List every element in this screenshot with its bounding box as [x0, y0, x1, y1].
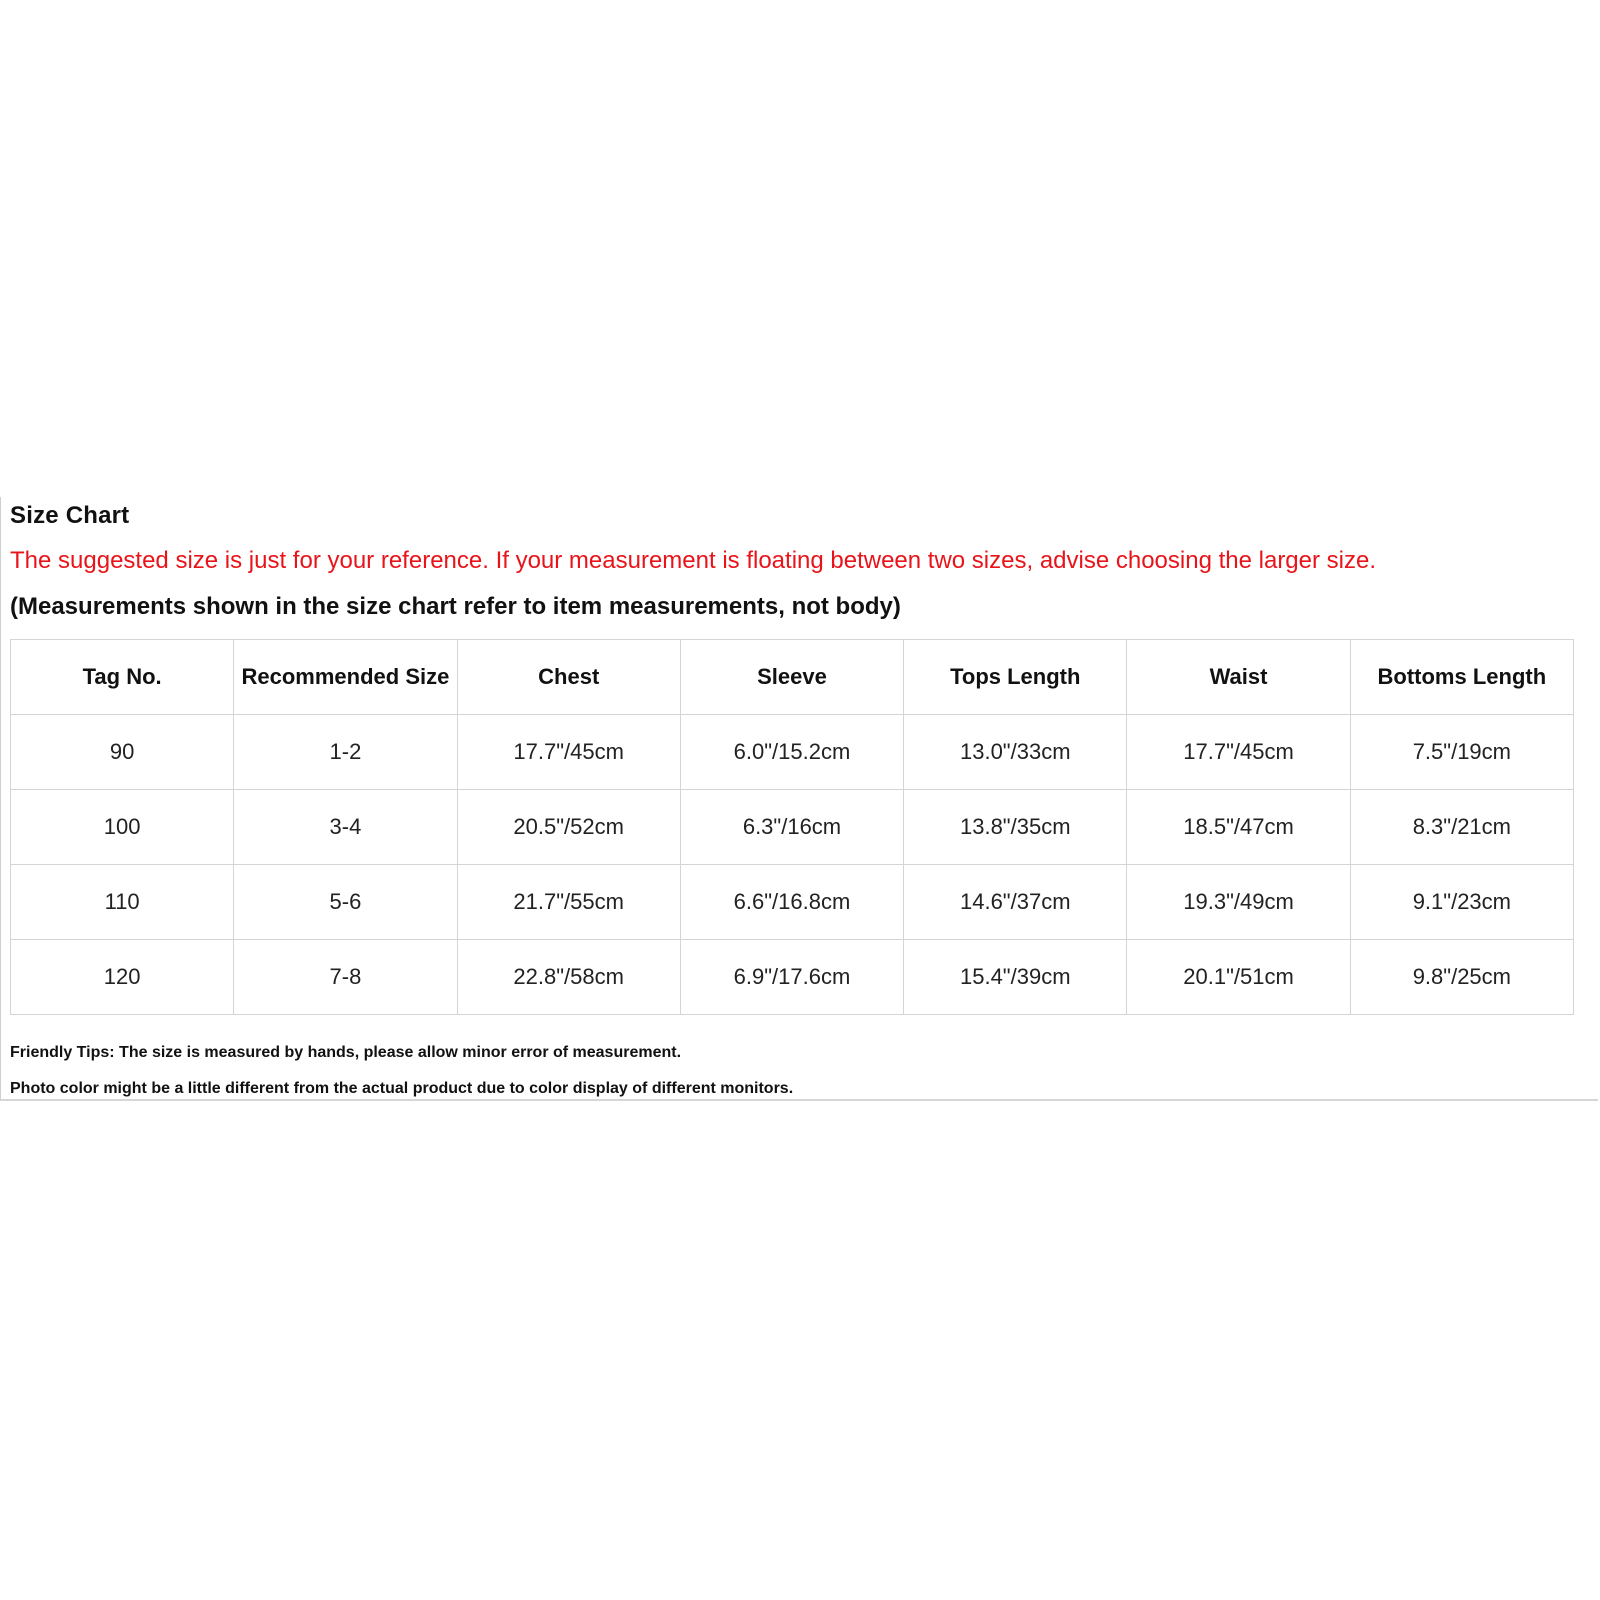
table-row	[11, 940, 1574, 1015]
table-cell: 18.5"/47cm	[1127, 790, 1350, 865]
size-table	[10, 639, 1574, 1015]
table-cell: 120	[11, 940, 234, 1015]
measurement-note: (Measurements shown in the size chart refer to item measurements, not body)	[10, 593, 901, 620]
table-header-row	[11, 640, 1574, 715]
size-reference-note: The suggested size is just for your reference. If your measurement is floating between two sizes, advise choosing the larger size.	[10, 547, 1377, 574]
table-cell: 5-6	[234, 865, 457, 940]
table-cell: 1-2	[234, 715, 457, 790]
table-cell: 8.3"/21cm	[1350, 790, 1573, 865]
column-header-bottoms-length: Bottoms Length	[1350, 640, 1573, 715]
table-cell: 15.4"/39cm	[904, 940, 1127, 1015]
table-cell: 100	[11, 790, 234, 865]
table-cell: 7-8	[234, 940, 457, 1015]
table-cell: 3-4	[234, 790, 457, 865]
table-cell: 9.1"/23cm	[1350, 865, 1573, 940]
page-title: Size Chart	[10, 502, 130, 529]
column-header-tag-no: Tag No.	[11, 640, 234, 715]
table-row	[11, 790, 1574, 865]
column-header-chest: Chest	[457, 640, 680, 715]
table-cell: 22.8"/58cm	[457, 940, 680, 1015]
table-cell: 21.7"/55cm	[457, 865, 680, 940]
table-cell: 14.6"/37cm	[904, 865, 1127, 940]
table-cell: 9.8"/25cm	[1350, 940, 1573, 1015]
column-header-waist: Waist	[1127, 640, 1350, 715]
table-cell: 17.7"/45cm	[1127, 715, 1350, 790]
table-cell: 13.8"/35cm	[904, 790, 1127, 865]
column-header-tops-length: Tops Length	[904, 640, 1127, 715]
table-row	[11, 715, 1574, 790]
table-cell: 6.6"/16.8cm	[680, 865, 903, 940]
table-cell: 6.3"/16cm	[680, 790, 903, 865]
column-header-sleeve: Sleeve	[680, 640, 903, 715]
table-cell: 6.9"/17.6cm	[680, 940, 903, 1015]
table-row	[11, 865, 1574, 940]
table-cell: 13.0"/33cm	[904, 715, 1127, 790]
table-cell: 17.7"/45cm	[457, 715, 680, 790]
table-cell: 110	[11, 865, 234, 940]
friendly-tips-text: Friendly Tips: The size is measured by hands, please allow minor error of measurement.	[10, 1044, 682, 1061]
table-cell: 20.5"/52cm	[457, 790, 680, 865]
table-cell: 7.5"/19cm	[1350, 715, 1573, 790]
table-cell: 19.3"/49cm	[1127, 865, 1350, 940]
table-cell: 6.0"/15.2cm	[680, 715, 903, 790]
table-cell: 20.1"/51cm	[1127, 940, 1350, 1015]
column-header-recommended-size: Recommended Size	[234, 640, 457, 715]
photo-color-disclaimer: Photo color might be a little different from the actual product due to color display of different monitors.	[10, 1080, 794, 1097]
table-cell: 90	[11, 715, 234, 790]
